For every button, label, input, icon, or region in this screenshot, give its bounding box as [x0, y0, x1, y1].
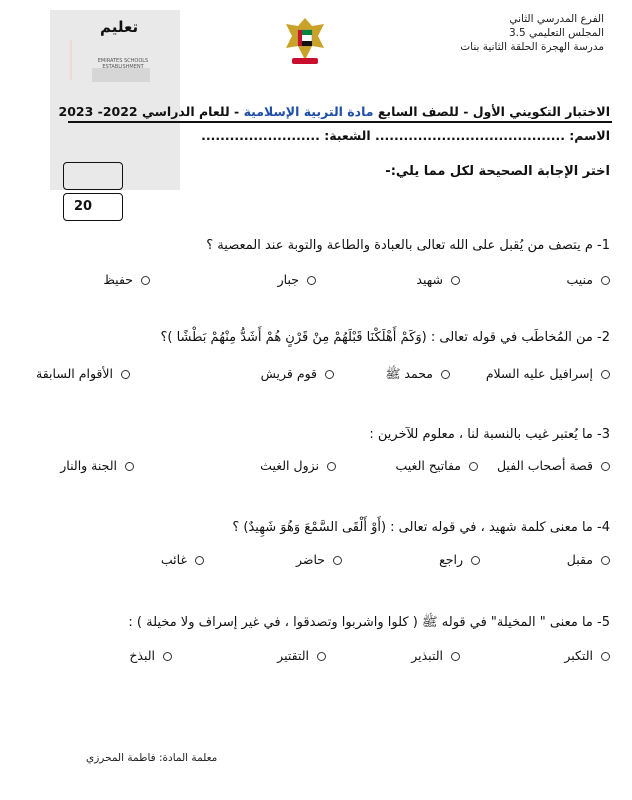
option[interactable]	[103, 272, 150, 287]
school-line-1: الفرع المدرسي الثاني	[509, 13, 604, 25]
name-field[interactable]: الاسم: ........................................	[375, 128, 610, 143]
option-label: حفيظ	[103, 272, 133, 287]
question-5: 5- ما معنى " المخيلة" في قوله ﷺ ( كلوا واشربوا وتصدقوا ، في غير إسراف ولا مخيلة ) :	[128, 615, 610, 630]
option-label: شهيد	[416, 272, 443, 287]
radio-circle-icon[interactable]	[317, 652, 326, 661]
option[interactable]	[161, 552, 204, 567]
score-box[interactable]	[63, 162, 123, 190]
radio-circle-icon[interactable]	[125, 462, 134, 471]
radio-circle-icon[interactable]	[451, 276, 460, 285]
logo-caption: EMIRATES SCHOOLS ESTABLISHMENT	[97, 58, 149, 70]
option[interactable]	[486, 366, 610, 381]
school-info	[460, 12, 604, 54]
radio-circle-icon[interactable]	[195, 556, 204, 565]
option[interactable]	[129, 648, 172, 663]
title-divider	[68, 121, 612, 123]
radio-circle-icon[interactable]	[441, 370, 450, 379]
option-label: البذخ	[129, 648, 155, 663]
option-label: مفاتيح الغيب	[395, 458, 461, 473]
radio-circle-icon[interactable]	[333, 556, 342, 565]
option-label: جبار	[277, 272, 299, 287]
radio-circle-icon[interactable]	[601, 556, 610, 565]
option[interactable]	[564, 648, 610, 663]
logo-word: تعليم	[100, 18, 139, 36]
option[interactable]	[566, 272, 610, 287]
option-label: إسرافيل عليه السلام	[485, 366, 593, 381]
radio-circle-icon[interactable]	[601, 462, 610, 471]
radio-circle-icon[interactable]	[469, 462, 478, 471]
question-2-options	[16, 366, 610, 386]
section-field[interactable]: الشعبة: .........................	[201, 128, 376, 143]
question-3: 3- ما يُعتبر غيب بالنسبة لنا ، معلوم للآخرين :	[369, 427, 610, 442]
radio-circle-icon[interactable]	[601, 276, 610, 285]
question-3-options	[16, 458, 610, 478]
option-label: مقبل	[566, 552, 593, 567]
question-5-options	[16, 648, 610, 668]
option-label: راجع	[439, 552, 463, 567]
option-label: التقتير	[277, 648, 309, 663]
question-1: 1- م يتصف من يُقبل على الله تعالى بالعبادة والطاعة والتوبة عند المعصية ؟	[206, 238, 610, 253]
option-label: قصة أصحاب الفيل	[496, 458, 593, 473]
option-label: التبذير	[411, 648, 443, 663]
option-label: غائب	[160, 552, 187, 567]
option[interactable]	[278, 272, 316, 287]
option-label: الأقوام السابقة	[36, 366, 113, 381]
option-label: الجنة والنار	[60, 458, 117, 473]
question-4-options	[16, 552, 610, 572]
ministry-logo	[62, 8, 180, 94]
uae-emblem-icon	[282, 14, 328, 66]
radio-circle-icon[interactable]	[121, 370, 130, 379]
option[interactable]	[60, 458, 134, 473]
total-marks-box: 20	[63, 193, 123, 221]
teacher-name: معلمة المادة: فاطمة المحرزي	[86, 752, 218, 764]
option[interactable]	[36, 366, 130, 381]
option[interactable]	[497, 458, 610, 473]
radio-circle-icon[interactable]	[601, 652, 610, 661]
radio-circle-icon[interactable]	[163, 652, 172, 661]
school-line-3: مدرسة الهجرة الحلقة الثانية بنات	[460, 41, 604, 53]
option[interactable]	[567, 552, 610, 567]
radio-circle-icon[interactable]	[471, 556, 480, 565]
option-label: التكبر	[564, 648, 593, 663]
radio-circle-icon[interactable]	[327, 462, 336, 471]
radio-circle-icon[interactable]	[307, 276, 316, 285]
option[interactable]	[260, 458, 336, 473]
exam-title	[10, 104, 610, 119]
option-label: قوم قريش	[260, 366, 317, 381]
option-label: محمد ﷺ	[385, 366, 433, 381]
instruction: اختر الإجابة الصحيحة لكل مما يلي:-	[385, 164, 610, 179]
option[interactable]	[296, 552, 342, 567]
option[interactable]	[277, 648, 326, 663]
question-2: 2- من المُخاطَب في قوله تعالى : (وَكَمْ أَهْلَكْنَا قَبْلَهُمْ مِنْ قَرْنٍ هُمْ أَشَدُّ مِنْهُمْ بَطْشًا )؟	[160, 330, 610, 345]
title-part-2: - للعام الدراسي 2022- 2023	[58, 104, 244, 119]
option[interactable]	[261, 366, 334, 381]
option-label: حاضر	[295, 552, 325, 567]
option[interactable]	[385, 366, 450, 385]
radio-circle-icon[interactable]	[141, 276, 150, 285]
radio-circle-icon[interactable]	[325, 370, 334, 379]
option[interactable]	[439, 552, 480, 567]
radio-circle-icon[interactable]	[451, 652, 460, 661]
title-subject: مادة التربية الإسلامية	[243, 104, 374, 119]
name-section-row	[201, 128, 610, 143]
question-4: 4- ما معنى كلمة شهيد ، في قوله تعالى : (أَوْ أَلْقَى السَّمْعَ وَهُوَ شَهِيدٌ) ؟	[232, 520, 610, 535]
school-line-2: المجلس التعليمي 3.5	[508, 27, 604, 39]
option-label: نزول الغيث	[260, 458, 319, 473]
radio-circle-icon[interactable]	[601, 370, 610, 379]
option[interactable]	[416, 272, 460, 287]
question-1-options	[16, 272, 610, 292]
option[interactable]	[411, 648, 460, 663]
title-part-1: الاختبار التكويني الأول - للصف السابع	[373, 104, 610, 119]
option-label: منيب	[566, 272, 593, 287]
option[interactable]	[396, 458, 478, 473]
